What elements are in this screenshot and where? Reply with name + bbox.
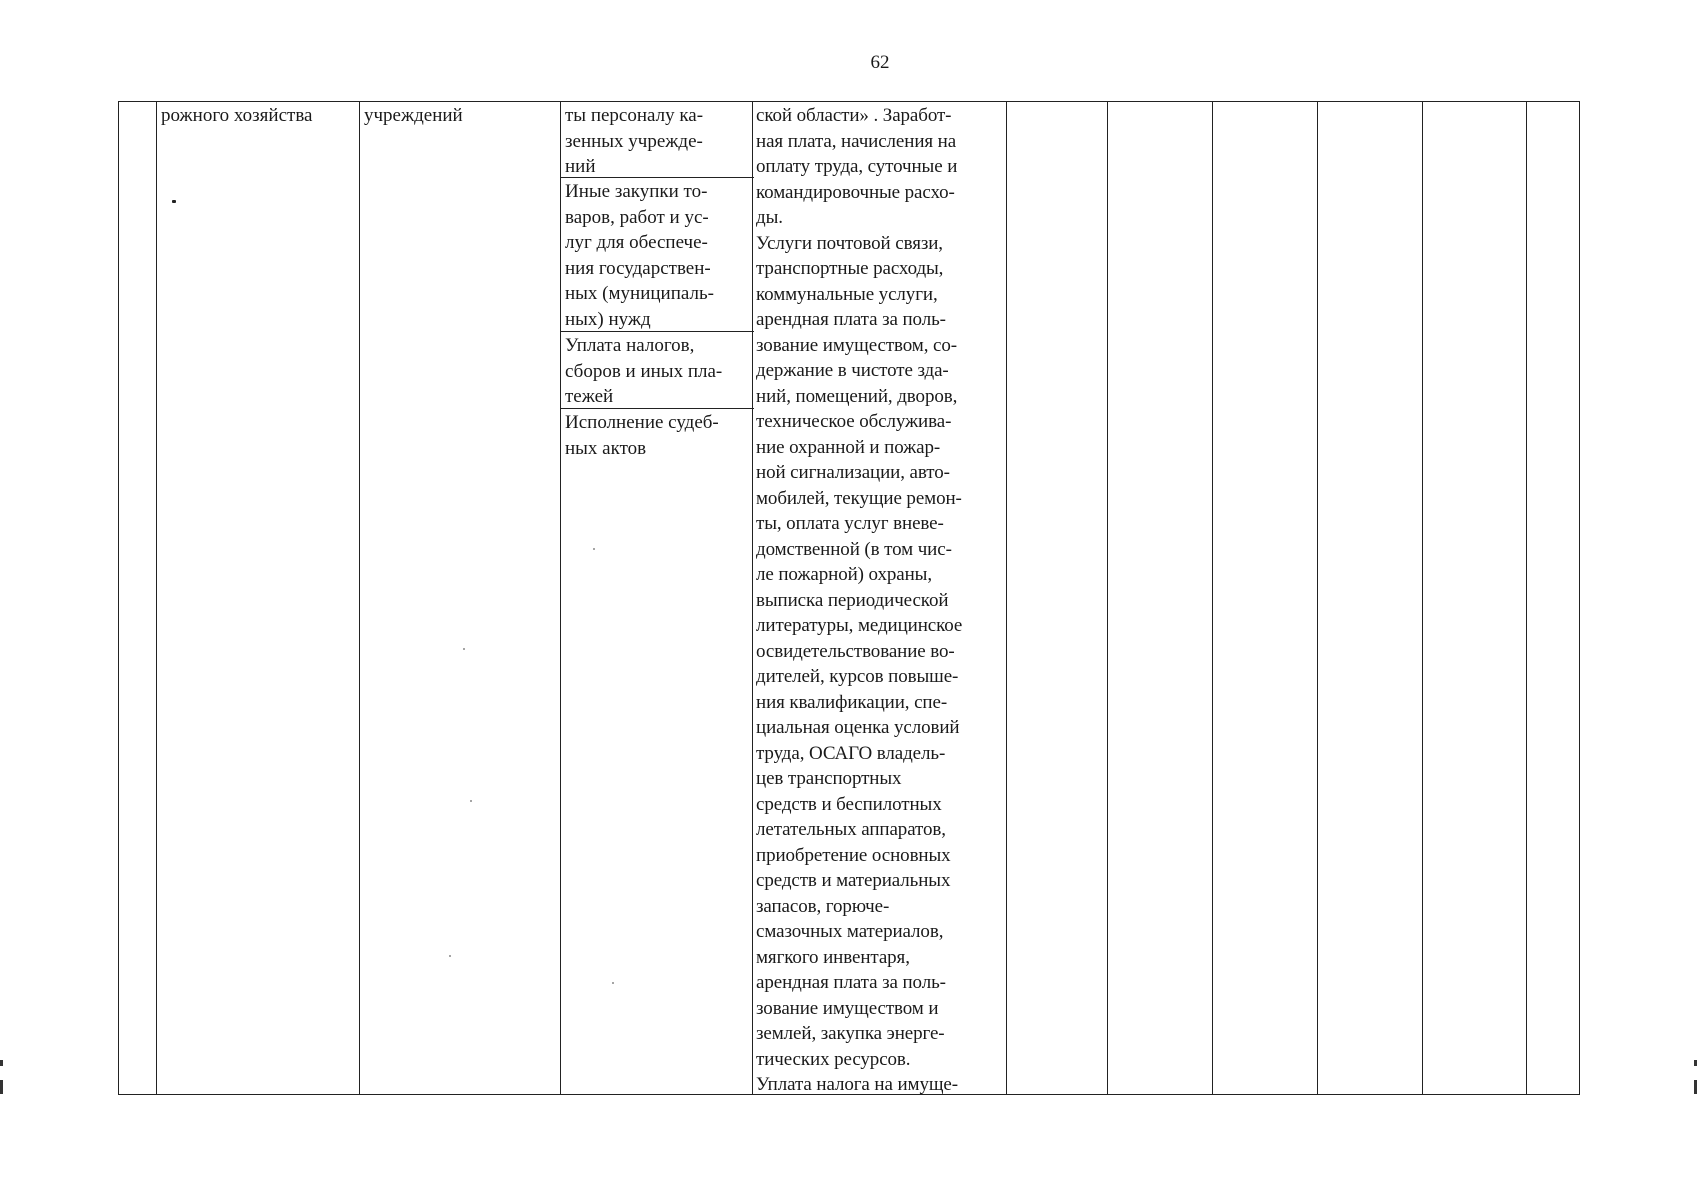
column-divider: [1006, 102, 1007, 1094]
scan-edge-mark: [0, 1060, 3, 1066]
cell-col4-item-4: Исполнение судеб- ных актов: [565, 412, 719, 459]
page-number: 62: [870, 52, 890, 73]
column-divider: [359, 102, 360, 1094]
cell-col2-text: рожного хозяйства: [161, 105, 313, 126]
column-divider: [1107, 102, 1108, 1094]
row-divider: [561, 408, 754, 409]
column-divider: [1526, 102, 1527, 1094]
scan-speck: [463, 648, 465, 650]
cell-col5-text: ской области» . Заработ- ная плата, начисления на оплату труда, суточные и командировочные расхо- ды. Услуги почтовой связи, транспортные расходы, коммунальные услуги, арендная плата за поль- зование имуществом, со- держание в чистоте зда- ний, помещений, дворов, техническое обслужива- ние охранной и пожар- ной сигнализации, авто- мобилей, текущие ремон- ты, оплата услуг вневе- домственной (в том чис- ле пожарной) охраны, выписка периодической литературы, медицинское освидетельствование во- дителей, курсов повыше- ния квалификации, спе- циальная оценка условий труда, ОСАГО владель- цев транспортных средств и беспилотных летательных аппаратов, приобретение основных средств и материальных запасов, горюче- смазочных материалов, мягкого инвентаря, арендная плата за поль- зование имуществом и землей, закупка энерге- тических ресурсов. Уплата налога на имуще-: [756, 105, 963, 1095]
budget-table: [118, 101, 1580, 1095]
scan-speck: [172, 200, 176, 203]
column-divider: [1212, 102, 1213, 1094]
column-divider: [1317, 102, 1318, 1094]
scan-edge-mark: [0, 1080, 3, 1094]
column-divider: [752, 102, 753, 1094]
cell-col4-item-1: ты персоналу ка- зенных учрежде- ний: [565, 105, 704, 177]
cell-col4-item-2: Иные закупки то- варов, работ и ус- луг для обеспече- ния государствен- ных (муниципаль- ных) нужд: [565, 181, 714, 330]
column-divider: [156, 102, 157, 1094]
scan-speck: [470, 800, 472, 802]
scan-speck: [612, 982, 614, 984]
cell-col3-text: учреждений: [364, 105, 463, 126]
row-divider: [561, 331, 754, 332]
scan-speck: [593, 548, 595, 550]
cell-col4-item-3: Уплата налогов, сборов и иных пла- тежей: [565, 335, 723, 407]
row-divider: [561, 177, 754, 178]
scan-speck: [449, 955, 451, 957]
column-divider: [1422, 102, 1423, 1094]
